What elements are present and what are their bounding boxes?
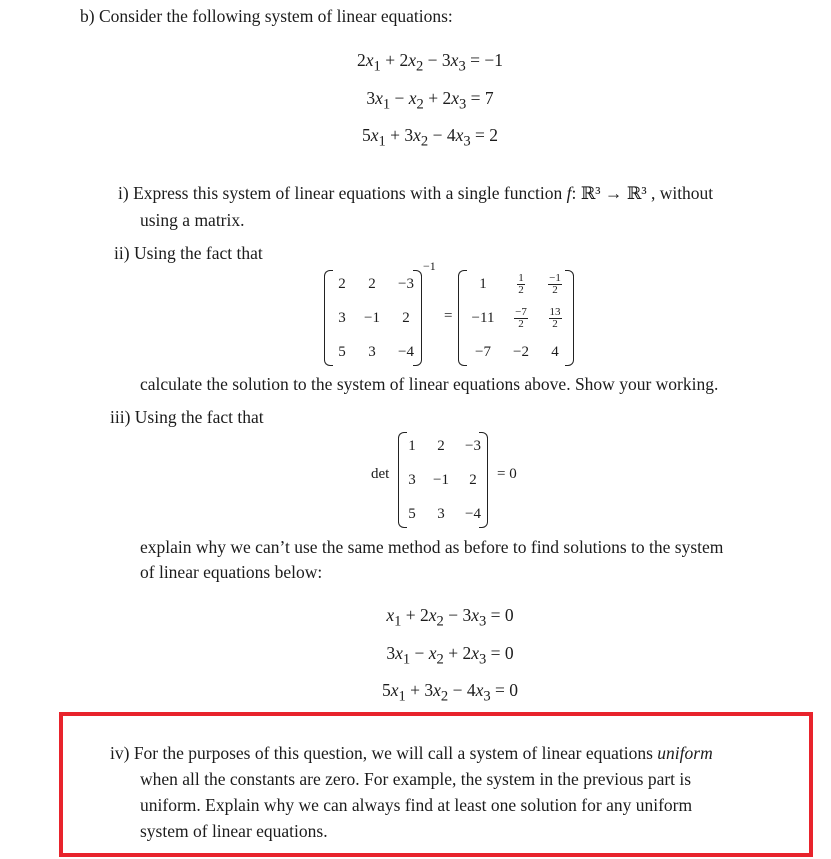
part-iv-label: iv) [110,743,130,763]
part-ii-line1 [114,243,263,264]
part-iv-line4: system of linear equations. [140,821,328,841]
part-ii-intro: Using the fact that [133,243,263,263]
equation-row: $3x_1 - x_2 + 2x_3 = 0$ [386,642,514,667]
det-equals-zero: = 0 [497,466,517,482]
uniform-term: uniform [657,743,713,763]
part-i-line2: using a matrix. [140,210,245,230]
part-iv-line2: when all the constants are zero. For example, the system in the previous part is [140,769,692,789]
matrix-b-right-paren [479,432,488,528]
matrix-a-right-paren [413,270,422,366]
det-label: det [371,466,390,482]
part-iv-line1 [110,743,713,764]
part-iii-label: iii) [110,407,131,427]
part-iii-line3: of linear equations below: [140,562,323,582]
equation-row: $x_1 + 2x_2 - 3x_3 = 0$ [386,605,514,630]
equals-sign: = [444,308,453,324]
part-b-intro: Consider the following system of linear equations: [98,6,453,26]
part-b-label: b) [80,6,95,26]
equation-system-1 [330,45,530,158]
part-i-codomain: : ℝ³ → ℝ³ , without [571,183,714,203]
function-symbol: f [566,183,572,203]
equation-row: $5x_1 + 3x_2 - 4x_3 = 0$ [381,680,519,705]
part-i-label: i) [118,183,129,203]
part-iii-line1 [110,407,264,428]
part-ii-label: ii) [114,243,130,263]
equation-row: $2x_1 + 2x_2 - 3x_3 = -1$ [357,50,503,75]
part-iii-line2: explain why we can’t use the same method as before to find solutions to the system [140,537,724,557]
equation-row: $5x_1 + 3x_2 - 4x_3 = 2$ [361,125,499,150]
matrix-inv-right-paren [565,270,574,366]
part-iii-intro: Using the fact that [134,407,264,427]
equation-system-2 [350,600,550,713]
part-i-line1 [118,183,713,204]
inverse-exponent: −1 [423,259,436,273]
part-ii-line2: calculate the solution to the system of linear equations above. Show your working. [140,374,719,394]
matrix-inverse: 1 $\frac{1}{2}$ $\frac{-1}{2}$ −11 $\frac{-7}{2}$ $\frac{13}{2}$ −7 −2 4 [471,271,561,360]
equation-row: $3x_1 - x_2 + 2x_3 = 7$ [366,87,494,112]
part-b-heading [80,6,453,27]
matrix-a: 2 2 −3 3 −1 2 5 3 −4 [338,275,414,360]
part-iv-line3: uniform. Explain why we can always find at least one solution for any uniform [140,795,693,815]
part-i-text: Express this system of linear equations with a single function [133,183,567,203]
part-iv-text: For the purposes of this question, we will call a system of linear equations [133,743,658,763]
matrix-b: 1 2 −3 3 −1 2 5 3 −4 [408,437,481,522]
